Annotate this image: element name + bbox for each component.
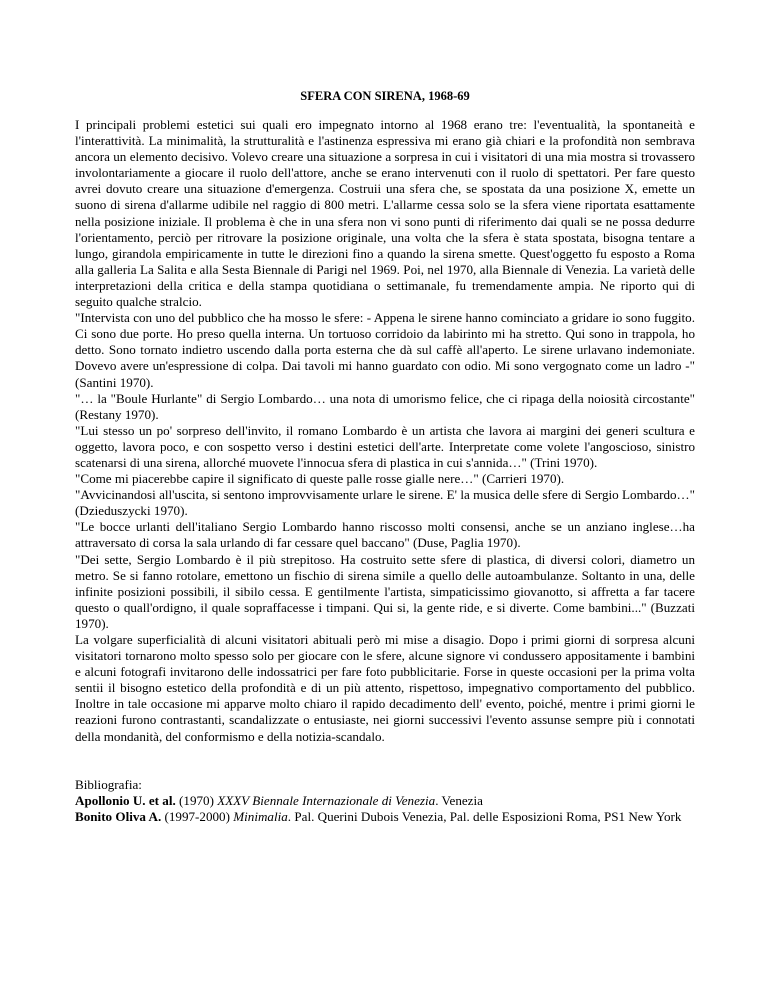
document-body	[75, 117, 695, 745]
entry-year: (1970)	[175, 792, 218, 808]
paragraph: "… la "Boule Hurlante" di Sergio Lombardo… una nota di umorismo felice, che ci ripaga della noiosità circostante" (Restany 1970).	[75, 390, 695, 422]
bibliography	[75, 777, 695, 825]
paragraph: "Lui stesso un po' sorpreso dell'invito, il romano Lombardo è un artista che lavora ai margini dei generi scultura e oggetto, lavora poco, e con sospetto verso i destini estetici dell'arte. Interpretate come volete l'angoscioso, sinistro scatenarsi di una sirena, allorché muovete l'innocua sfera di plastica in cui s'annida…" (Trini 1970).	[75, 422, 695, 470]
document-page	[75, 88, 695, 825]
paragraph: "Intervista con uno del pubblico che ha mosso le sfere: - Appena le sirene hanno cominciato a gridare io sono fuggito. Ci sono due porte. Ho preso quella interna. Un tortuoso corridoio da labirinto mi ha stretto. Qui sono in trappola, ho detto. Sono tornato indietro uscendo dalla porta esterna che dà sul caffè all'aperto. Le sirene urlavano indemoniate. Dovevo avere un'espressione di colpa. Dai tavoli mi hanno guardato con odio. Mi sono vergognato come un ladro -" (Santini 1970).	[75, 310, 695, 390]
paragraph: "Le bocce urlanti dell'italiano Sergio Lombardo hanno riscosso molti consensi, anche se un anziano inglese…ha attraversato di corsa la sala urlando di far cessare quel baccano" (Duse, Paglia 1970).	[75, 519, 695, 551]
bibliography-entry	[75, 809, 695, 825]
document-title: SFERA CON SIRENA, 1968-69	[300, 89, 470, 103]
entry-year: (1997-2000)	[161, 808, 234, 824]
bibliography-entry	[75, 793, 695, 809]
bibliography-heading: Bibliografia:	[75, 776, 142, 792]
paragraph: "Dei sette, Sergio Lombardo è il più strepitoso. Ha costruito sette sfere di plastica, di diversi colori, diametro un metro. Se si fanno rotolare, emettono un fischio di sirena simile a quello delle autoambulanze. Soltanto in una, delle infinite posizioni possibili, il sibilo cessa. E gentilmente l'artista, simpaticissimo giovanotto, si affretta a far tacere questo o quall'ordigno, il quale sopraffacesse i timpani. Qui si, la gente ride, e si diverte. Come bambini..." (Buzzati 1970).	[75, 551, 695, 631]
entry-author: Apollonio U. et al.	[75, 792, 176, 808]
entry-rest: . Pal. Querini Dubois Venezia, Pal. delle Esposizioni Roma, PS1 New York	[287, 808, 682, 824]
paragraph: "Come mi piacerebbe capire il significato di queste palle rosse gialle nere…" (Carrieri 1970).	[75, 471, 565, 487]
entry-rest: . Venezia	[435, 792, 483, 808]
entry-title: Minimalia	[233, 808, 288, 824]
entry-title: XXXV Biennale Internazionale di Venezia	[217, 792, 436, 808]
paragraph: "Avvicinandosi all'uscita, si sentono improvvisamente urlare le sirene. E' la musica delle sfere di Sergio Lombardo…" (Dzieduszycki 1970).	[75, 487, 695, 519]
entry-author: Bonito Oliva A.	[75, 808, 162, 824]
paragraph: La volgare superficialità di alcuni visitatori abituali però mi mise a disagio. Dopo i primi giorni di sorpresa alcuni visitatori tornarono molto spesso solo per giocare con le sfere, alcune signore vi condussero appositamente i bambini e alcuni fotografi invitarono delle indossatrici per fare foto pubblicitarie. Forse in queste occasioni per la prima volta sentii il bisogno estetico della profondità e di un più attento, rispettoso, impegnativo comportamento del pubblico. Inoltre in tale occasione mi apparve molto chiaro il rapido decadimento dell' evento, poiché, mentre i primi giorni le reazioni furono contrastanti, scandalizzate o entusiaste, nei giorni successivi l'evento assunse sempre più i connotati della mondanità, del conformismo e della notizia-scandalo.	[75, 632, 695, 744]
paragraph: I principali problemi estetici sui quali ero impegnato intorno al 1968 erano tre: l'eventualità, la spontaneità e l'interattività. La minimalità, la strutturalità e l'astinenza espressiva mi erano già chiari e la profondità non sembrava ancora un elemento decisivo. Volevo creare una situazione a sorpresa in cui i visitatori di una mia mostra si trovassero involontariamente a giocare il ruolo dell'attore, anche se erano intervenuti con il ruolo di spettatori. Per fare questo avrei dovuto creare una situazione d'emergenza. Costruii una sfera che, se spostata da una posizione X, emette un suono di sirena d'allarme udibile nel raggio di 800 metri. L'allarme cessa solo se la sfera viene riportata esattamente nella posizione iniziale. Il problema è che in una sfera non vi sono punti di riferimento dai quali se ne possa dedurre l'orientamento, perciò per ritrovare la posizione originale, una volta che la sfera è stata spostata, bisogna tentare a lungo, girandola empiricamente in tutte le direzioni fino a quando la sirena smette. Quest'oggetto fu esposto a Roma alla galleria La Salita e alla Sesta Biennale di Parigi nel 1969. Poi, nel 1970, alla Biennale di Venezia. La varietà delle interpretazioni della critica e della stampa quotidiana o settimanale, fu tremendamente ampia. Ne riporto qui di seguito qualche stralcio.	[75, 117, 695, 310]
